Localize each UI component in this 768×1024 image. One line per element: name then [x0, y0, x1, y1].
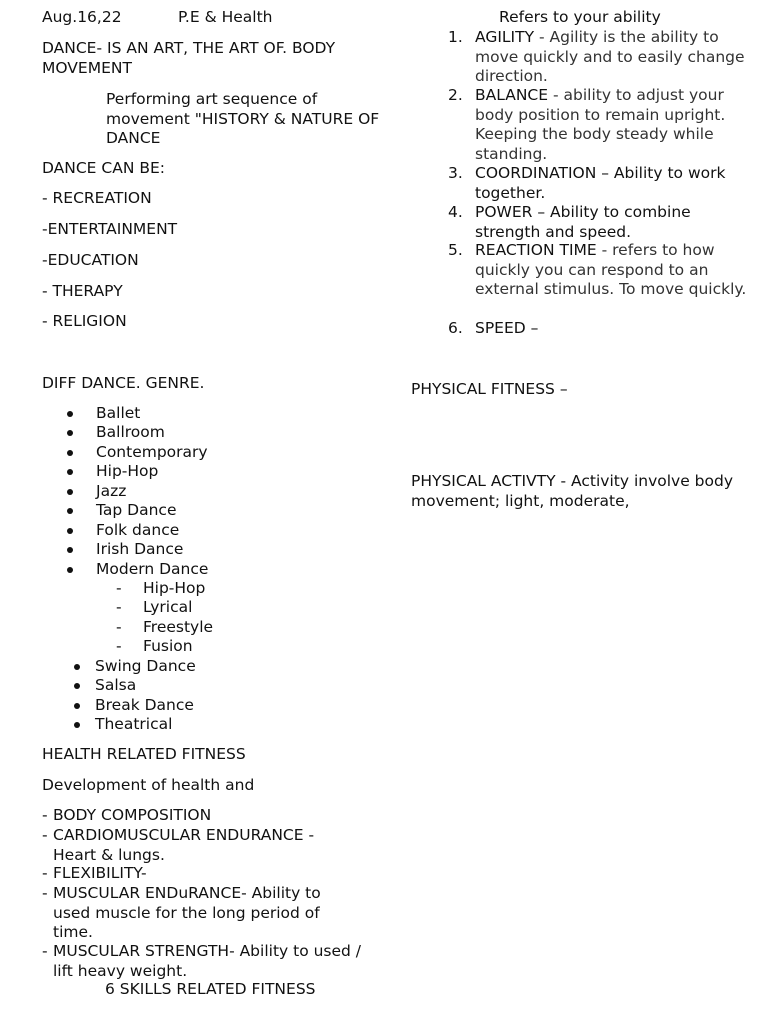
physical-fitness-heading: PHYSICAL FITNESS –	[411, 380, 568, 398]
bullet-icon	[67, 547, 73, 553]
health-heading: HEALTH RELATED FITNESS	[42, 745, 246, 763]
health-item-text: MUSCULAR STRENGTH- Ability to used / lift heavy weight.	[53, 942, 362, 980]
modern-sub-item: Lyrical	[143, 598, 193, 616]
skill-description: - Agility is the ability to move quickly and to easily change direction.	[475, 28, 745, 85]
sub-dash: -	[116, 579, 122, 597]
purpose-item: -ENTERTAINMENT	[42, 220, 178, 238]
skill-number: 1.	[448, 28, 463, 46]
dash-marker: -	[42, 826, 48, 844]
skill-description: - ability to adjust your body position to remain upright. Keeping the body steady while standing.	[475, 86, 726, 163]
genre-item: Jazz	[96, 482, 127, 500]
skill-number: 6.	[448, 319, 463, 337]
genre-heading: DIFF DANCE. GENRE.	[42, 374, 205, 392]
skill-number: 4.	[448, 203, 463, 221]
modern-sub-item: Hip-Hop	[143, 579, 206, 597]
purpose-item: -EDUCATION	[42, 251, 139, 269]
dash-marker: -	[42, 942, 48, 960]
genre-item: Irish Dance	[96, 540, 184, 558]
dance-can-be-heading: DANCE CAN BE:	[42, 159, 166, 177]
genre-item: Ballet	[96, 404, 141, 422]
bullet-icon	[67, 567, 73, 573]
health-item-text: FLEXIBILITY-	[53, 864, 147, 882]
development-note: Development of health and	[42, 776, 255, 794]
genre-item: Swing Dance	[95, 657, 196, 675]
bullet-icon	[74, 683, 80, 689]
skill-term: BALANCE	[475, 86, 549, 104]
sub-dash: -	[116, 598, 122, 616]
skills-heading: 6 SKILLS RELATED FITNESS	[105, 980, 316, 998]
bullet-icon	[67, 528, 73, 534]
performing-art-note: Performing art sequence of movement "HISTORY & NATURE OF DANCE	[106, 90, 380, 147]
skill-term: POWER – Ability to combine strength and speed.	[475, 203, 691, 241]
bullet-icon	[67, 450, 73, 456]
genre-item: Hip-Hop	[96, 462, 159, 480]
bullet-icon	[67, 489, 73, 495]
skill-term: COORDINATION – Ability to work together.	[475, 164, 726, 202]
bullet-icon	[74, 664, 80, 670]
dash-marker: -	[42, 864, 48, 882]
health-item-text: MUSCULAR ENDuRANCE- Ability to used muscle for the long period of time.	[53, 884, 321, 941]
purpose-item: - RELIGION	[42, 312, 127, 330]
skill-description: - refers to how quickly you can respond to an external stimulus. To move quickly.	[475, 241, 747, 298]
bullet-icon	[67, 430, 73, 436]
physical-activity-note: PHYSICAL ACTIVTY - Activity involve body movement; light, moderate,	[411, 472, 734, 510]
bullet-icon	[67, 508, 73, 514]
skill-term: REACTION TIME	[475, 241, 597, 259]
bullet-icon	[74, 722, 80, 728]
skill-number: 2.	[448, 86, 463, 104]
purpose-item: - THERAPY	[42, 282, 123, 300]
genre-item: Ballroom	[96, 423, 165, 441]
genre-item: Theatrical	[95, 715, 173, 733]
genre-item: Break Dance	[95, 696, 194, 714]
bullet-icon	[67, 411, 73, 417]
subject-label: P.E & Health	[178, 8, 273, 26]
dance-definition: DANCE- IS AN ART, THE ART OF. BODY MOVEMENT	[42, 39, 336, 77]
genre-item: Tap Dance	[96, 501, 177, 519]
modern-sub-item: Fusion	[143, 637, 193, 655]
bullet-icon	[67, 469, 73, 475]
skill-term: AGILITY	[475, 28, 535, 46]
dash-marker: -	[42, 884, 48, 902]
genre-item: Salsa	[95, 676, 137, 694]
modern-sub-item: Freestyle	[143, 618, 214, 636]
skill-number: 5.	[448, 241, 463, 259]
bullet-icon	[74, 703, 80, 709]
dash-marker: -	[42, 806, 48, 824]
genre-item: Folk dance	[96, 521, 180, 539]
date-label: Aug.16,22	[42, 8, 122, 26]
genre-item: Contemporary	[96, 443, 208, 461]
health-item-text: BODY COMPOSITION	[53, 806, 212, 824]
refers-note: Refers to your ability	[499, 8, 661, 26]
sub-dash: -	[116, 618, 122, 636]
health-item-text: CARDIOMUSCULAR ENDURANCE - Heart & lungs.	[53, 826, 315, 864]
skill-number: 3.	[448, 164, 463, 182]
skill-term: SPEED –	[475, 319, 539, 337]
genre-item: Modern Dance	[96, 560, 209, 578]
purpose-item: - RECREATION	[42, 189, 152, 207]
sub-dash: -	[116, 637, 122, 655]
